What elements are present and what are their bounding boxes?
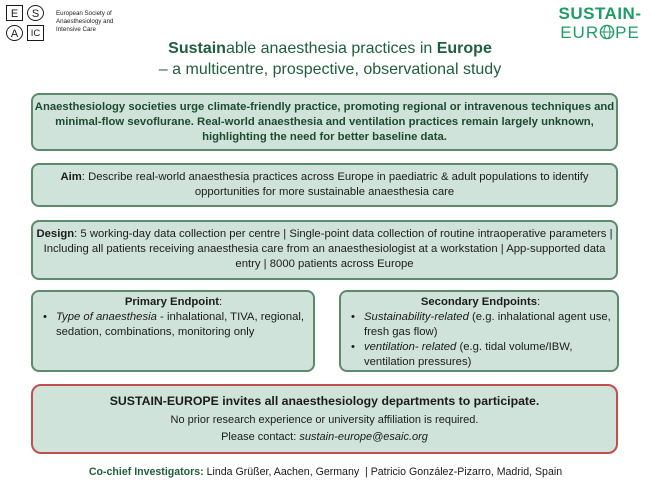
footer-names: Linda Grüßer, Aachen, Germany | Patricio González-Pizarro, Madrid, Spain bbox=[203, 466, 563, 478]
primary-heading-text: Primary Endpoint bbox=[124, 296, 219, 308]
list-item bbox=[42, 310, 305, 340]
footer-label: Co-chief Investigators: bbox=[88, 466, 204, 478]
primary-endpoint-box bbox=[31, 290, 315, 372]
logo-letter-ic: IC bbox=[27, 25, 44, 41]
secondary-item-rest: (e.g. inhalational agent use, fresh gas flow) bbox=[364, 311, 611, 338]
secondary-item-em: ventilation- related bbox=[364, 341, 457, 353]
sustain-logo-line2-b: PE bbox=[615, 23, 640, 42]
secondary-heading-colon: : bbox=[536, 296, 541, 308]
aim-text: : Describe real-world anaesthesia practices across Europe in paediatric & adult populations to identify opportunities for more sustainable anaesthesia care bbox=[81, 171, 589, 198]
esaic-name-line: Anaesthesiology and bbox=[56, 18, 114, 25]
logo-letter-a: A bbox=[6, 25, 23, 41]
primary-item-rest: - inhalational, TIVA, regional, sedation, combinations, monitoring only bbox=[56, 311, 305, 338]
aim-box bbox=[31, 163, 618, 207]
invitation-note: No prior research experience or university affiliation is required. bbox=[170, 414, 479, 426]
secondary-endpoint-list bbox=[350, 310, 611, 370]
secondary-item-em: Sustainability-related bbox=[364, 311, 469, 323]
aim-label: Aim bbox=[60, 171, 82, 183]
design-box bbox=[31, 220, 618, 280]
title-bold-sustain: Sustain bbox=[168, 40, 226, 57]
contact-line bbox=[33, 429, 616, 446]
list-item bbox=[350, 310, 611, 340]
primary-endpoint-heading bbox=[42, 294, 305, 310]
sustain-logo-line2-a: EUR bbox=[560, 23, 600, 42]
contact-email-link[interactable]: sustain-europe@esaic.org bbox=[299, 431, 428, 443]
esaic-name-line: European Society of bbox=[56, 10, 112, 17]
sustain-europe-logo bbox=[555, 4, 645, 42]
globe-icon bbox=[599, 24, 615, 40]
logo-letter-e: E bbox=[6, 5, 23, 21]
title-bold-europe: Europe bbox=[436, 40, 492, 57]
primary-endpoint-list bbox=[42, 310, 305, 340]
primary-heading-colon: : bbox=[219, 296, 223, 308]
sustain-logo-line1: SUSTAIN- bbox=[558, 4, 642, 23]
design-label: Design bbox=[36, 228, 75, 240]
secondary-endpoints-heading bbox=[350, 294, 611, 310]
esaic-name-line: Intensive Care bbox=[56, 26, 96, 33]
list-item bbox=[350, 340, 611, 370]
invitation-heading: SUSTAIN-EUROPE invites all anaesthesiology departments to participate. bbox=[109, 394, 540, 408]
footer-investigators bbox=[0, 466, 651, 478]
esaic-name bbox=[56, 10, 113, 34]
secondary-item-rest: (e.g. tidal volume/IBW, ventilation pressures) bbox=[364, 341, 573, 368]
secondary-heading-text: Secondary Endpoints bbox=[420, 296, 537, 308]
design-text: : 5 working-day data collection per centre | Single-point data collection of routine intraoperative parameters | Including all patients receiving anaesthesia care from an anaesthesiologist at a workstation | App-supported data entry | 8000 patients across Europe bbox=[43, 228, 613, 270]
invitation-box bbox=[31, 384, 618, 454]
primary-item-em: Type of anaesthesia bbox=[56, 311, 157, 323]
logo-letter-s: S bbox=[27, 5, 44, 21]
title-subtitle: – a multicentre, prospective, observational study bbox=[158, 61, 502, 78]
intro-text: Anaesthesiology societies urge climate-friendly practice, promoting regional or intravenous techniques and minimal-flow sevoflurane. Real-world anaesthesia and ventilation practices remain largely unknown, highlighting the need for better baseline data. bbox=[34, 101, 615, 143]
page-title bbox=[80, 38, 580, 80]
intro-box bbox=[31, 93, 618, 151]
secondary-endpoints-box bbox=[339, 290, 619, 372]
title-mid: able anaesthesia practices in bbox=[225, 40, 437, 57]
contact-prefix: Please contact: bbox=[221, 431, 300, 443]
